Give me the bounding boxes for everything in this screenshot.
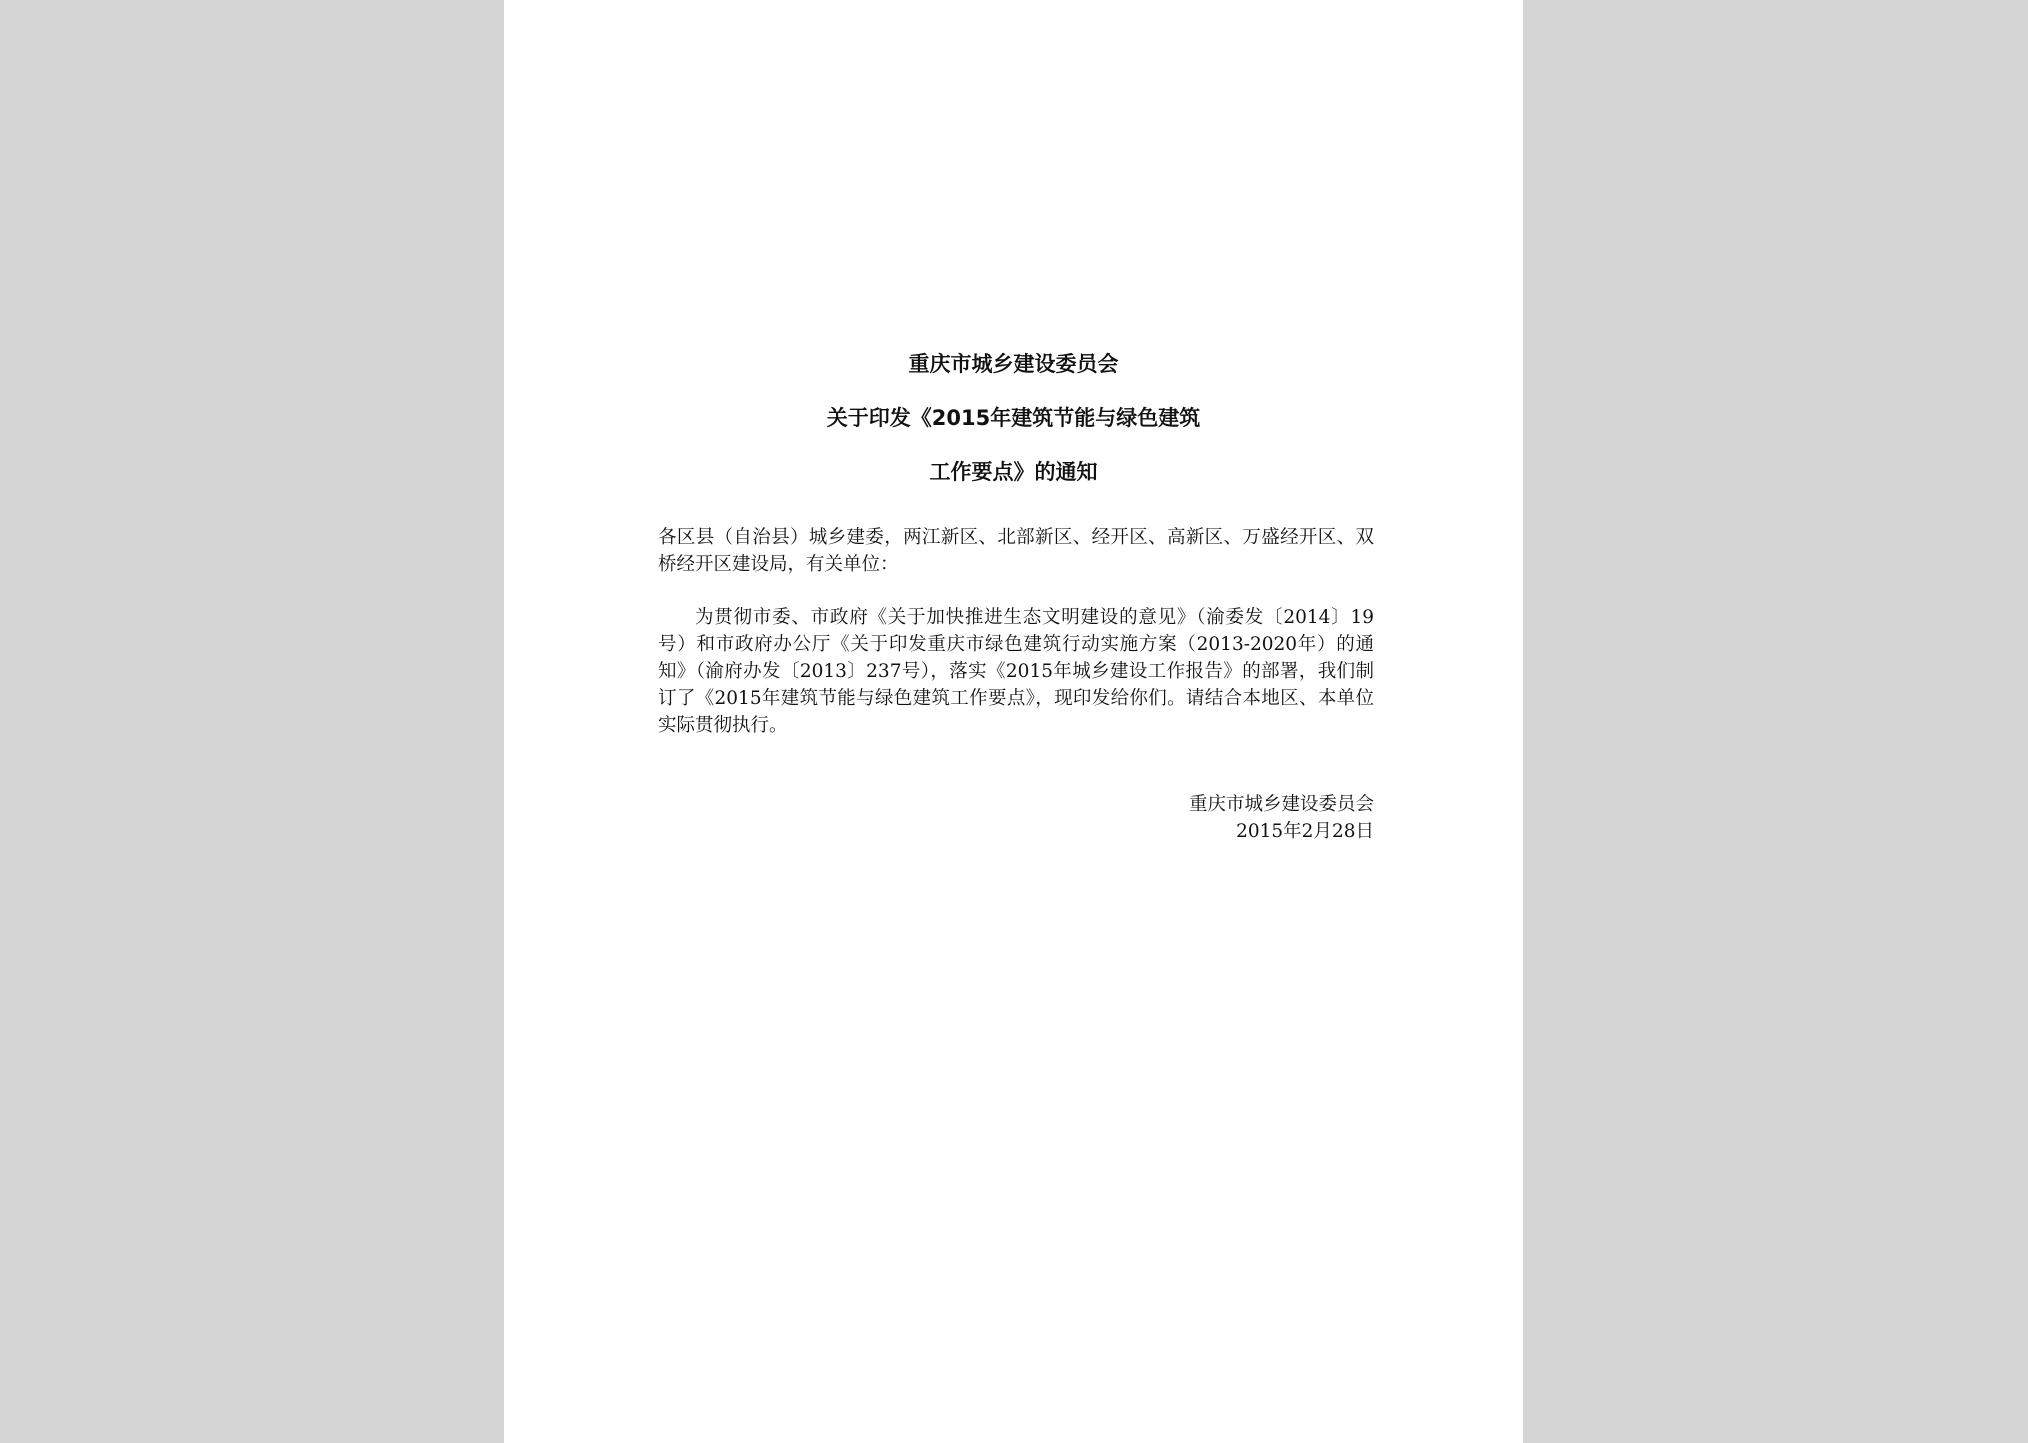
document-page	[504, 0, 1523, 1443]
title-subject-line1: 关于印发《2015年建筑节能与绿色建筑	[826, 406, 1201, 430]
addressee-text: 各区县（自治县）城乡建委，两江新区、北部新区、经开区、高新区、万盛经开区、双桥经开区建设局，有关单位：	[658, 527, 1374, 575]
title-subject-line2: 工作要点》的通知	[929, 460, 1098, 484]
signature-date: 2015年2月28日	[1236, 821, 1374, 842]
body-paragraph: 为贯彻市委、市政府《关于加快推进生态文明建设的意见》（渝委发〔2014〕19号）和市政府办公厅《关于印发重庆市绿色建筑行动实施方案（2013-2020年）的通知》（渝府办发〔2013〕237号），落实《2015年城乡建设工作报告》的部署，我们制订了《2015年建筑节能与绿色建筑工作要点》，现印发给你们。请结合本地区、本单位实际贯彻执行。	[658, 607, 1374, 736]
signature-organization: 重庆市城乡建设委员会	[1188, 794, 1374, 815]
title-issuer: 重庆市城乡建设委员会	[908, 352, 1119, 376]
